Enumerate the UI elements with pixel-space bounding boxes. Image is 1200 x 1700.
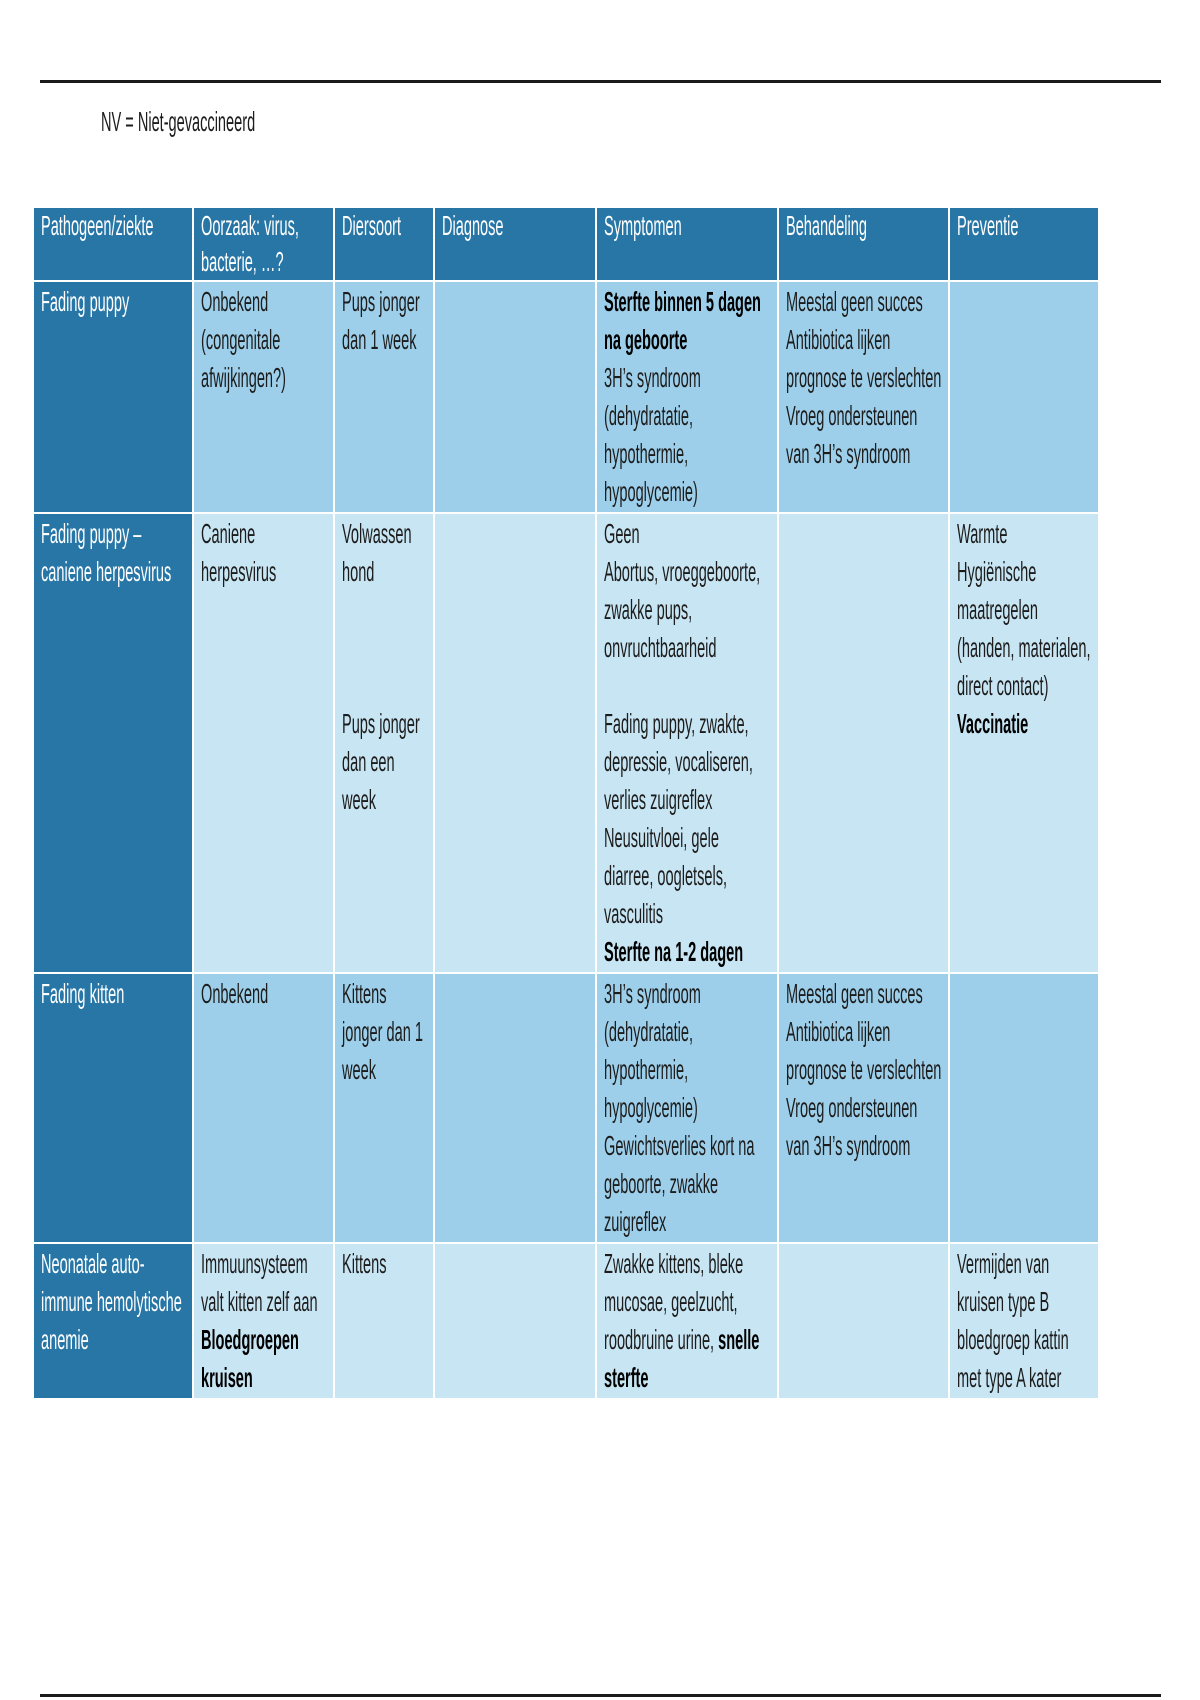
cell-line: 3H’s syndroom	[604, 978, 701, 1009]
cell-diagnose	[434, 513, 596, 973]
bottom-rule	[40, 1694, 1161, 1697]
cell-line: Gewichtsverlies kort na	[604, 1130, 755, 1161]
cell-text	[41, 515, 192, 591]
cell-pathogeen	[33, 973, 193, 1243]
cell-line: (dehydratatie,	[604, 1016, 694, 1047]
cell-behandeling	[778, 513, 949, 973]
cell-line: Neonatale auto-	[41, 1248, 145, 1279]
table-row	[33, 1243, 1099, 1399]
cell-text	[342, 975, 433, 1089]
cell-line: Sterfte binnen 5 dagen	[604, 286, 761, 317]
cell-line: diarree, oogletsels,	[604, 860, 728, 891]
cell-line: bloedgroep kattin	[957, 1324, 1069, 1355]
cell-line: (handen, materialen,	[957, 632, 1091, 663]
cell-line: vasculitis	[604, 898, 664, 929]
cell-line-segment-bold: snelle	[718, 1324, 760, 1355]
cell-line: Caniene	[201, 518, 256, 549]
cell-line: Meestal geen succes	[786, 286, 923, 317]
cell-line	[604, 1321, 777, 1359]
table-row	[33, 973, 1099, 1243]
cell-line: caniene herpesvirus	[41, 556, 172, 587]
cell-line: Fading puppy	[41, 286, 130, 317]
cell-line: sterfte	[604, 1362, 649, 1393]
cell-diersoort	[334, 1243, 434, 1399]
header-cell-pathogeen	[33, 207, 193, 281]
cell-text	[604, 208, 777, 244]
cell-line-segment: roodbruine urine,	[604, 1324, 719, 1355]
cell-line: Preventie	[957, 210, 1019, 241]
cell-line: Onbekend	[201, 286, 269, 317]
cell-line: hypoglycemie)	[604, 1092, 698, 1123]
cell-line: herpesvirus	[201, 556, 277, 587]
cell-text	[342, 1245, 433, 1283]
cell-text	[201, 1245, 333, 1397]
cell-line: Symptomen	[604, 210, 682, 241]
cell-line: afwijkingen?)	[201, 362, 286, 393]
cell-text	[786, 208, 948, 244]
cell-text	[604, 975, 777, 1241]
cell-text	[342, 208, 433, 244]
cell-line: prognose te verslechten	[786, 362, 942, 393]
cell-text	[957, 1245, 1098, 1397]
abbreviation-note: NV = Niet-gevaccineerd	[101, 106, 256, 137]
cell-preventie	[949, 973, 1099, 1243]
cell-line	[342, 591, 433, 629]
header-cell-symptomen	[596, 207, 778, 281]
table-head	[33, 207, 1099, 281]
cell-line: zuigreflex	[604, 1206, 667, 1237]
cell-line: Fading kitten	[41, 978, 125, 1009]
cell-text	[442, 208, 595, 244]
header-cell-diersoort	[334, 207, 434, 281]
cell-symptomen	[596, 1243, 778, 1399]
cell-behandeling	[778, 1243, 949, 1399]
cell-oorzaak	[193, 1243, 334, 1399]
cell-line: hond	[342, 556, 375, 587]
cell-line: dan een	[342, 746, 395, 777]
cell-oorzaak	[193, 513, 334, 973]
table-body	[33, 281, 1099, 1399]
cell-line: kruisen type B	[957, 1286, 1050, 1317]
cell-line: Pathogeen/ziekte	[41, 210, 154, 241]
cell-line: dan 1 week	[342, 324, 417, 355]
cell-line: week	[342, 784, 376, 815]
cell-text	[957, 208, 1098, 244]
cell-line: Neusuitvloei, gele	[604, 822, 719, 853]
cell-preventie	[949, 1243, 1099, 1399]
cell-text	[342, 515, 433, 819]
cell-text	[41, 283, 192, 321]
cell-line: Antibiotica lijken	[786, 324, 891, 355]
cell-line: direct contact)	[957, 670, 1049, 701]
cell-line: Meestal geen succes	[786, 978, 923, 1009]
cell-line: Diersoort	[342, 210, 402, 241]
cell-text	[786, 975, 948, 1165]
cell-text	[41, 975, 192, 1013]
cell-line: Kittens	[342, 1248, 387, 1279]
cell-diagnose	[434, 973, 596, 1243]
cell-pathogeen	[33, 1243, 193, 1399]
cell-pathogeen	[33, 513, 193, 973]
cell-line: onvruchtbaarheid	[604, 632, 717, 663]
cell-diersoort	[334, 513, 434, 973]
cell-line: depressie, vocaliseren,	[604, 746, 753, 777]
cell-line: week	[342, 1054, 376, 1085]
cell-oorzaak	[193, 973, 334, 1243]
cell-text	[201, 283, 333, 397]
cell-line: verlies zuigreflex	[604, 784, 713, 815]
cell-diagnose	[434, 281, 596, 513]
header-cell-preventie	[949, 207, 1099, 281]
cell-text	[604, 515, 777, 971]
cell-line: prognose te verslechten	[786, 1054, 942, 1085]
cell-line: Pups jonger	[342, 286, 420, 317]
cell-oorzaak	[193, 281, 334, 513]
cell-line: maatregelen	[957, 594, 1038, 625]
cell-line: Fading puppy, zwakte,	[604, 708, 749, 739]
cell-line: Zwakke kittens, bleke	[604, 1248, 744, 1279]
cell-line: immune hemolytische	[41, 1286, 182, 1317]
cell-line: geboorte, zwakke	[604, 1168, 719, 1199]
cell-line: Hygiënische	[957, 556, 1037, 587]
cell-line: 3H’s syndroom	[604, 362, 701, 393]
cell-text	[201, 975, 333, 1013]
top-rule	[40, 80, 1161, 83]
cell-line	[342, 629, 433, 667]
cell-line: Pups jonger	[342, 708, 420, 739]
table-header-row	[33, 207, 1099, 281]
cell-line: Kittens	[342, 978, 387, 1009]
cell-line: mucosae, geelzucht,	[604, 1286, 738, 1317]
cell-line: zwakke pups,	[604, 594, 693, 625]
cell-symptomen	[596, 513, 778, 973]
cell-symptomen	[596, 973, 778, 1243]
cell-line: Volwassen	[342, 518, 412, 549]
cell-line: hypothermie,	[604, 438, 689, 469]
header-cell-diagnose	[434, 207, 596, 281]
cell-line: Onbekend	[201, 978, 269, 1009]
cell-line: van 3H’s syndroom	[786, 1130, 911, 1161]
cell-line: Immuunsysteem	[201, 1248, 308, 1279]
cell-text	[957, 515, 1098, 743]
cell-line	[604, 667, 777, 705]
cell-line: Oorzaak: virus,	[201, 210, 299, 241]
cell-preventie	[949, 513, 1099, 973]
cell-diersoort	[334, 281, 434, 513]
cell-behandeling	[778, 281, 949, 513]
cell-text	[604, 1245, 777, 1397]
cell-line: anemie	[41, 1324, 89, 1355]
cell-line: Warmte	[957, 518, 1008, 549]
cell-line: Vermijden van	[957, 1248, 1050, 1279]
cell-symptomen	[596, 281, 778, 513]
cell-text	[201, 208, 333, 280]
cell-line: (congenitale	[201, 324, 281, 355]
header-cell-behandeling	[778, 207, 949, 281]
cell-text	[201, 515, 333, 591]
cell-line: Behandeling	[786, 210, 867, 241]
cell-line: jonger dan 1	[342, 1016, 423, 1047]
cell-line: met type A kater	[957, 1362, 1062, 1393]
cell-line: (dehydratatie,	[604, 400, 694, 431]
cell-diagnose	[434, 1243, 596, 1399]
cell-line: Vroeg ondersteunen	[786, 400, 918, 431]
cell-behandeling	[778, 973, 949, 1243]
cell-preventie	[949, 281, 1099, 513]
cell-text	[41, 208, 192, 244]
cell-line: na geboorte	[604, 324, 688, 355]
cell-text	[41, 1245, 192, 1359]
cell-text	[342, 283, 433, 359]
cell-line: Geen	[604, 518, 640, 549]
cell-line: Fading puppy –	[41, 518, 142, 549]
cell-line	[342, 667, 433, 705]
cell-line: kruisen	[201, 1362, 253, 1393]
cell-line: hypoglycemie)	[604, 476, 698, 507]
cell-line: hypothermie,	[604, 1054, 689, 1085]
cell-line: van 3H’s syndroom	[786, 438, 911, 469]
table-row	[33, 281, 1099, 513]
header-cell-oorzaak	[193, 207, 334, 281]
cell-line: Antibiotica lijken	[786, 1016, 891, 1047]
cell-pathogeen	[33, 281, 193, 513]
cell-text	[604, 283, 777, 511]
cell-line: Diagnose	[442, 210, 504, 241]
cell-line: Vroeg ondersteunen	[786, 1092, 918, 1123]
cell-line: Vaccinatie	[957, 708, 1029, 739]
disease-table	[32, 206, 1100, 1400]
table-row	[33, 513, 1099, 973]
cell-line: Abortus, vroeggeboorte,	[604, 556, 761, 587]
cell-line: Bloedgroepen	[201, 1324, 299, 1355]
cell-line: Sterfte na 1-2 dagen	[604, 936, 744, 967]
cell-diersoort	[334, 973, 434, 1243]
cell-text	[786, 283, 948, 473]
cell-line: bacterie, …?	[201, 246, 284, 277]
cell-line: valt kitten zelf aan	[201, 1286, 318, 1317]
